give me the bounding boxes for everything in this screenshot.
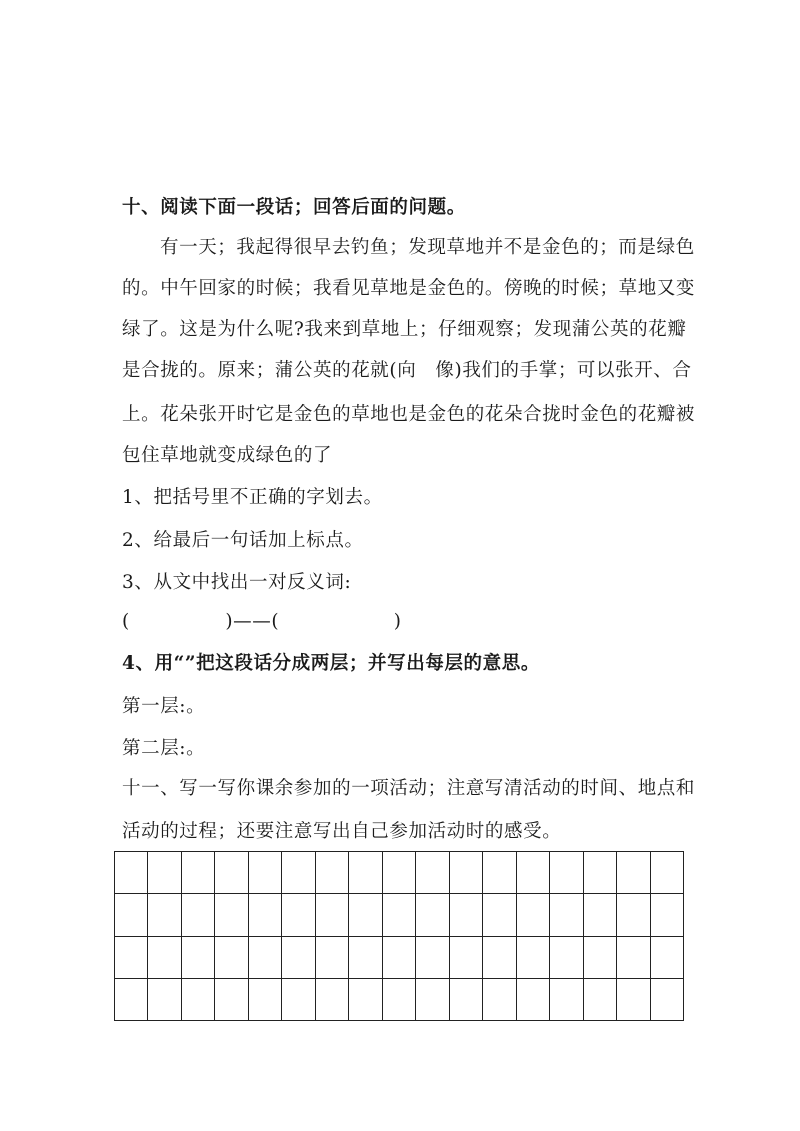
grid-cell[interactable]: [215, 894, 248, 936]
layer-2-answer[interactable]: 第二层:。: [122, 738, 206, 759]
grid-cell[interactable]: [517, 852, 550, 894]
passage-line-1: 有一天；我起得很早去钓鱼；发现草地并不是金色的；而是绿色: [160, 237, 695, 258]
grid-cell[interactable]: [416, 894, 449, 936]
grid-cell[interactable]: [450, 852, 483, 894]
grid-cell[interactable]: [282, 937, 315, 979]
grid-cell[interactable]: [483, 979, 516, 1021]
grid-cell[interactable]: [416, 852, 449, 894]
grid-cell[interactable]: [115, 979, 148, 1021]
section-11-title-line-1: 十一、写一写你课余参加的一项活动；注意写清活动的时间、地点和: [122, 778, 696, 799]
grid-cell[interactable]: [249, 979, 282, 1021]
grid-cell[interactable]: [182, 894, 215, 936]
grid-cell[interactable]: [148, 894, 181, 936]
grid-cell[interactable]: [517, 894, 550, 936]
grid-cell[interactable]: [483, 852, 516, 894]
question-2: 2、给最后一句话加上标点。: [122, 530, 364, 551]
grid-cell[interactable]: [584, 937, 617, 979]
grid-cell[interactable]: [617, 852, 650, 894]
grid-cell[interactable]: [148, 937, 181, 979]
grid-cell[interactable]: [215, 937, 248, 979]
grid-cell[interactable]: [416, 937, 449, 979]
grid-cell[interactable]: [349, 852, 382, 894]
grid-cell[interactable]: [550, 894, 583, 936]
grid-cell[interactable]: [316, 979, 349, 1021]
grid-cell[interactable]: [115, 894, 148, 936]
grid-cell[interactable]: [584, 979, 617, 1021]
grid-cell[interactable]: [517, 979, 550, 1021]
grid-cell[interactable]: [115, 937, 148, 979]
grid-cell[interactable]: [584, 894, 617, 936]
grid-cell[interactable]: [383, 894, 416, 936]
grid-cell[interactable]: [617, 937, 650, 979]
grid-cell[interactable]: [148, 979, 181, 1021]
grid-cell[interactable]: [316, 852, 349, 894]
section-11-title-line-2: 活动的过程；还要注意写出自己参加活动时的感受。: [122, 821, 562, 842]
passage-line-6: 包住草地就变成绿色的了: [122, 445, 333, 466]
grid-cell[interactable]: [182, 937, 215, 979]
grid-cell[interactable]: [483, 937, 516, 979]
grid-cell[interactable]: [517, 937, 550, 979]
passage-line-5: 上。花朵张开时它是金色的草地也是金色的花朵合拢时金色的花瓣被: [122, 404, 696, 425]
grid-cell[interactable]: [316, 894, 349, 936]
grid-cell[interactable]: [249, 894, 282, 936]
grid-cell[interactable]: [617, 894, 650, 936]
grid-cell[interactable]: [550, 937, 583, 979]
grid-cell[interactable]: [383, 852, 416, 894]
grid-cell[interactable]: [651, 852, 684, 894]
grid-cell[interactable]: [483, 894, 516, 936]
grid-cell[interactable]: [450, 937, 483, 979]
grid-cell[interactable]: [316, 937, 349, 979]
passage-line-4: 是合拢的。原来；蒲公英的花就(向 像)我们的手掌；可以张开、合: [122, 360, 692, 381]
grid-cell[interactable]: [416, 979, 449, 1021]
grid-cell[interactable]: [651, 937, 684, 979]
grid-cell[interactable]: [450, 979, 483, 1021]
grid-cell[interactable]: [215, 852, 248, 894]
grid-cell[interactable]: [349, 937, 382, 979]
grid-cell[interactable]: [550, 852, 583, 894]
grid-cell[interactable]: [584, 852, 617, 894]
layer-1-answer[interactable]: 第一层:。: [122, 696, 206, 717]
grid-cell[interactable]: [282, 894, 315, 936]
grid-cell[interactable]: [651, 894, 684, 936]
grid-cell[interactable]: [148, 852, 181, 894]
question-1: 1、把括号里不正确的字划去。: [122, 487, 383, 508]
grid-cell[interactable]: [182, 979, 215, 1021]
antonym-blanks[interactable]: ( )——( ): [122, 611, 402, 632]
section-10-title: 十、阅读下面一段话；回答后面的问题。: [122, 197, 466, 218]
writing-grid[interactable]: [114, 851, 684, 1021]
grid-cell[interactable]: [215, 979, 248, 1021]
grid-cell[interactable]: [383, 937, 416, 979]
question-3: 3、从文中找出一对反义词:: [122, 572, 352, 593]
grid-cell[interactable]: [282, 979, 315, 1021]
grid-cell[interactable]: [617, 979, 650, 1021]
grid-cell[interactable]: [282, 852, 315, 894]
grid-cell[interactable]: [349, 894, 382, 936]
grid-cell[interactable]: [249, 937, 282, 979]
grid-cell[interactable]: [450, 894, 483, 936]
grid-cell[interactable]: [550, 979, 583, 1021]
grid-cell[interactable]: [115, 852, 148, 894]
grid-cell[interactable]: [249, 852, 282, 894]
question-4: 4、用“”把这段话分成两层；并写出每层的意思。: [122, 653, 540, 674]
grid-cell[interactable]: [349, 979, 382, 1021]
grid-cell[interactable]: [383, 979, 416, 1021]
passage-line-2: 的。中午回家的时候；我看见草地是金色的。傍晚的时候；草地又变: [122, 278, 696, 299]
grid-cell[interactable]: [651, 979, 684, 1021]
grid-cell[interactable]: [182, 852, 215, 894]
passage-line-3: 绿了。这是为什么呢?我来到草地上；仔细观察；发现蒲公英的花瓣: [122, 319, 687, 340]
